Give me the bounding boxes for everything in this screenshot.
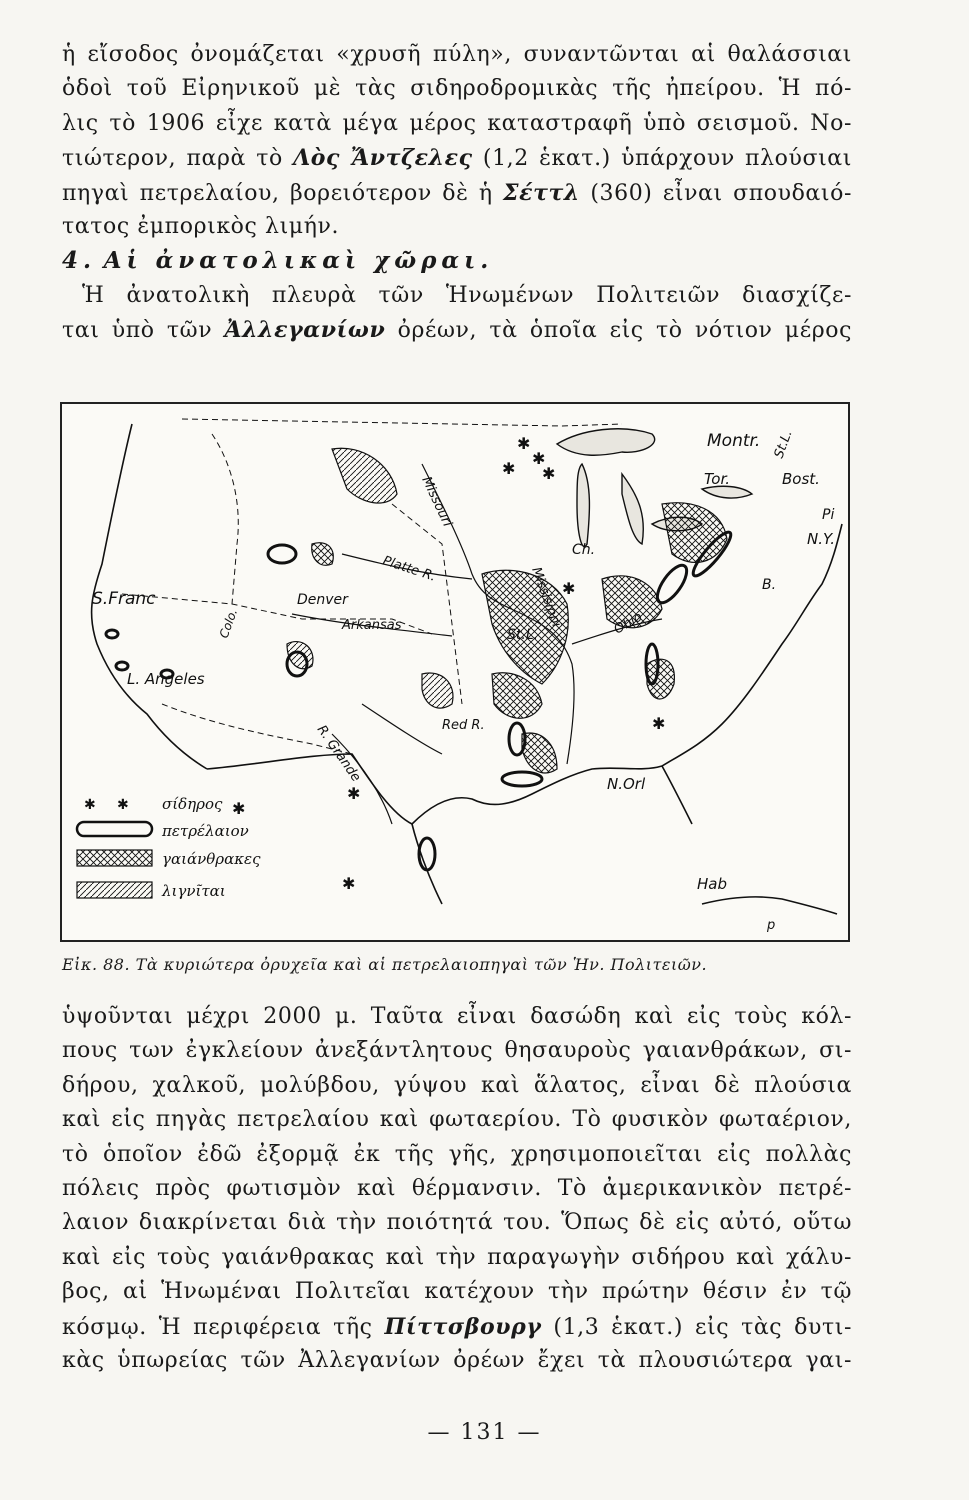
text-line: τατος ἐμπορικὸς λιμήν. <box>62 213 340 239</box>
text-line: λαιον διακρίνεται διὰ τὴν ποιότητά του. Ὅπως δὲ εἰς αὐτό, οὕτω <box>62 1210 852 1236</box>
label-st-louis: St.L. <box>507 627 539 643</box>
label-denver: Denver <box>297 592 348 608</box>
text-line: ὑψοῦνται μέχρι 2000 μ. Ταῦτα εἶναι δασώδη καὶ εἰς τοὺς κόλ- <box>62 1004 852 1029</box>
svg-text:σίδηρος: σίδηρος <box>162 795 223 813</box>
text-line: τὸ ὁποῖον ἐδῶ ἐξορμᾷ ἐκ τῆς γῆς, χρησιμοποιεῖται εἰς πολλὰς <box>62 1141 852 1167</box>
text-line: δήρου, χαλκοῦ, μολύβδου, γύψου καὶ ἅλατος, εἶναι δὲ πλούσια <box>62 1072 852 1098</box>
label-new-orleans: N.Orl <box>607 775 646 793</box>
svg-text:✱: ✱ <box>502 459 516 478</box>
text-line: κόσμῳ. Ἡ περιφέρεια τῆς Πίττσβουργ (1,3 ἑκατ.) εἰς τὰς δυτι- <box>62 1313 852 1340</box>
label-b: B. <box>762 577 777 593</box>
svg-text:✱: ✱ <box>347 784 361 803</box>
text-line: τιώτερον, παρὰ τὸ Λὸς Ἄντζελες (1,2 ἑκατ.) ὑπάρχουν πλούσιαι <box>62 145 852 172</box>
label-boston: Bost. <box>782 470 820 488</box>
text-line: πηγαὶ πετρελαίου, βορειότερον δὲ ἡ Σέττλ (360) εἶναι σπουδαιό- <box>62 179 852 206</box>
place-name-los-angeles: Λὸς Ἄντζελες <box>293 145 473 172</box>
place-name-pittsburgh: Πίττσβουργ <box>384 1313 542 1340</box>
label-st-lawrence: St.L. <box>771 428 796 461</box>
crosshatch-swatch-icon <box>77 850 152 866</box>
text-line: καὶ εἰς πηγὰς πετρελαίου καὶ φωταερίου. Τὸ φυσικὸν φωταέριον, <box>62 1107 852 1133</box>
text-line: ται ὑπὸ τῶν Ἀλλεγανίων ὀρέων, τὰ ὁποῖα εἰς τὸ νότιον μέρος <box>62 317 852 344</box>
svg-text:✱: ✱ <box>562 579 576 598</box>
label-missouri: Missouri <box>418 474 455 530</box>
page-number: — 131 — <box>427 1420 542 1445</box>
label-red-river: Red R. <box>442 718 485 733</box>
label-havana: Hab <box>697 875 727 893</box>
label-ohio: Ohio <box>611 609 646 638</box>
label-montreal: Montr. <box>707 431 761 451</box>
label-san-francisco: S.Franc <box>92 589 156 609</box>
label-pi: Pi <box>822 507 835 523</box>
svg-text:✱: ✱ <box>532 449 546 468</box>
text-line: λις τὸ 1906 εἶχε κατὰ μέγα μέρος καταστραφῆ ὑπὸ σεισμοῦ. Νο- <box>62 110 852 136</box>
svg-text:✱: ✱ <box>232 799 246 818</box>
text-line: πους των ἐγκλείουν ἀνεξάντλητους θησαυροὺς γαιανθράκων, σι- <box>62 1038 852 1064</box>
usa-mining-map <box>62 404 848 940</box>
label-chicago: Ch. <box>572 542 596 558</box>
hatch-swatch-icon <box>77 882 152 898</box>
label-platte: Platte R. <box>380 553 438 585</box>
text-line: ὁδοὶ τοῦ Εἰρηνικοῦ μὲ τὰς σιδηροδρομικὰς τῆς ἠπείρου. Ἡ πό- <box>62 76 852 102</box>
label-toronto: Tor. <box>704 470 731 488</box>
figure-caption: Εἰκ. 88. Τὰ κυριώτερα ὀρυχεῖα καὶ αἱ πετρελαιοπηγαὶ τῶν Ἡν. Πολιτειῶν. <box>62 955 708 974</box>
svg-text:✱: ✱ <box>542 464 556 483</box>
map-figure <box>60 402 850 942</box>
place-name-allegheny: Ἀλλεγανίων <box>224 317 386 344</box>
star-icon: ✱ <box>84 797 96 813</box>
label-los-angeles: L. Angeles <box>127 670 205 688</box>
legend-iron <box>84 795 223 813</box>
label-mississippi: Missisippi <box>528 565 564 630</box>
svg-text:γαιάνθρακες: γαιάνθρακες <box>162 850 261 868</box>
label-arkansas: Arkansas <box>342 618 402 633</box>
svg-text:✱: ✱ <box>517 434 531 453</box>
legend-oil <box>77 822 249 840</box>
star-icon: ✱ <box>117 797 129 813</box>
label-p: p <box>767 918 776 933</box>
svg-text:✱: ✱ <box>342 874 356 893</box>
legend-coal <box>77 850 261 868</box>
bottom-paragraph <box>62 1000 852 1378</box>
text-line: καὶ εἰς τοὺς γαιάνθρακας καὶ τὴν παραγωγὴν σιδήρου καὶ χάλυ- <box>62 1244 852 1270</box>
text-line: κὰς ὑπωρείας τῶν Ἀλλεγανίων ὀρέων ἔχει τὰ πλουσιώτερα γαι- <box>62 1347 852 1373</box>
svg-text:πετρέλαιον: πετρέλαιον <box>162 822 249 840</box>
label-new-york: N.Y. <box>807 530 835 548</box>
top-paragraph <box>62 38 852 348</box>
legend-lignite <box>77 882 226 900</box>
oil-oval-icon <box>77 822 152 836</box>
place-name-seattle: Σέττλ <box>503 179 580 206</box>
svg-text:✱: ✱ <box>652 714 666 733</box>
svg-text:λιγνῖται: λιγνῖται <box>162 882 226 900</box>
label-colorado: Colo. <box>216 606 241 641</box>
section-heading: 4. Αἱ ἀνατολικαὶ χῶραι. <box>62 247 494 275</box>
text-line: ἡ εἴσοδος ὀνομάζεται «χρυσῆ πύλη», συναντῶνται αἱ θαλάσσιαι <box>62 42 852 67</box>
label-rio-grande: R. Grande <box>313 722 364 785</box>
text-line: πόλεις πρὸς φωτισμὸν καὶ θέρμανσιν. Τὸ ἀμερικανικὸν πετρέ- <box>62 1175 852 1201</box>
text-line: Ἡ ἀνατολικὴ πλευρὰ τῶν Ἡνωμένων Πολιτειῶν διασχίζε- <box>82 282 852 308</box>
text-line: βος, αἱ Ἡνωμέναι Πολιτεῖαι κατέχουν τὴν πρώτην θέσιν ἐν τῷ <box>62 1279 852 1305</box>
